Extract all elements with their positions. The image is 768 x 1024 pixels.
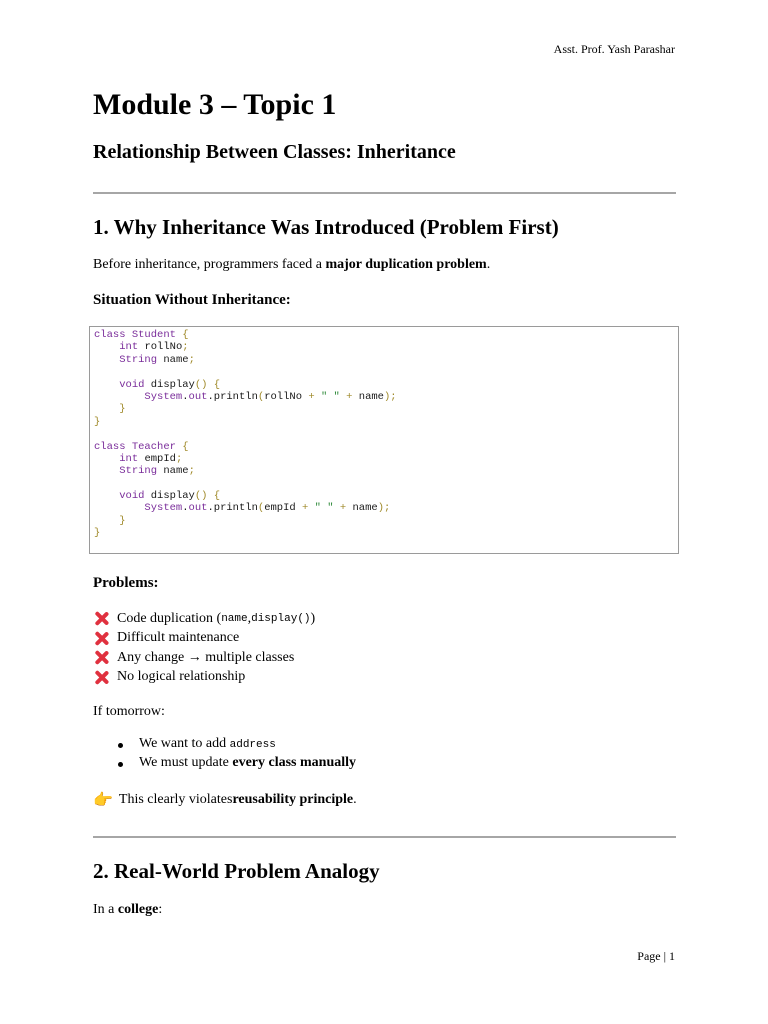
code-line: } (119, 403, 126, 416)
code-keyword: class (94, 329, 126, 341)
code-block (89, 326, 679, 554)
code-arg: name (358, 390, 384, 403)
divider (93, 192, 676, 194)
code-call: println (213, 502, 258, 515)
code-string: " " (314, 502, 334, 515)
pointing-hand-icon: 👉 (93, 792, 113, 809)
inline-code: name (221, 612, 248, 625)
code-line: int rollNo; (119, 341, 189, 354)
list-item (93, 648, 315, 668)
code-call: println (213, 390, 258, 403)
section2-prefix: In a (93, 902, 118, 917)
tomorrow-text: If tomorrow: (93, 704, 165, 719)
list-item (118, 755, 356, 774)
page-title: Module 3 – Topic 1 (93, 88, 337, 121)
code-object: out (188, 390, 208, 403)
conclusion-suffix: . (353, 792, 357, 807)
code-method: display (150, 378, 195, 391)
code-line (94, 428, 678, 440)
section2-suffix: : (158, 902, 163, 917)
code-line: String name; (119, 465, 195, 478)
code-keyword: void (119, 378, 145, 391)
code-line: System.out.println(rollNo + " " + name); (144, 390, 397, 403)
page-number: Page | 1 (637, 949, 675, 963)
code-line: int empId; (119, 452, 183, 465)
header-author: Asst. Prof. Yash Parashar (553, 42, 675, 56)
list-item (118, 736, 356, 755)
cross-mark-icon (93, 630, 110, 647)
list-item (93, 609, 315, 629)
intro-text: Before inheritance, programmers faced a (93, 257, 326, 272)
problem-text: Difficult maintenance (117, 630, 240, 646)
cross-mark-icon (93, 669, 110, 686)
bullet-icon (118, 743, 123, 748)
problems-list (93, 609, 315, 687)
bullet-list (118, 736, 356, 773)
code-field: rollNo (144, 341, 183, 354)
section2-bold: college (117, 902, 159, 917)
code-object: System (144, 502, 183, 515)
code-field: name (163, 465, 189, 478)
cross-mark-icon (93, 649, 110, 666)
code-line: } (119, 514, 126, 527)
section1-intro (93, 256, 490, 274)
code-arg: rollNo (264, 390, 302, 403)
code-line: } (94, 415, 101, 428)
code-field: empId (144, 452, 176, 465)
situation-heading: Situation Without Inheritance: (93, 292, 291, 308)
problem-text: Code duplication ( (117, 610, 222, 626)
bullet-bold: every class manually (232, 754, 357, 770)
code-arg: name (352, 502, 378, 515)
code-keyword: void (119, 490, 145, 503)
code-method: display (150, 490, 195, 503)
code-line: class Teacher { (94, 440, 189, 453)
code-class-name: Student (131, 329, 176, 341)
bullet-text: We want to add (139, 736, 230, 751)
problem-text: ) (310, 610, 316, 626)
code-type: int (119, 341, 139, 354)
code-object: out (188, 502, 208, 515)
code-class-name: Teacher (131, 440, 176, 453)
code-field: name (163, 353, 189, 366)
code-line: System.out.println(empId + " " + name); (144, 502, 391, 515)
problem-text: Any change → multiple classes (117, 649, 295, 665)
section2-heading: 2. Real-World Problem Analogy (93, 859, 380, 883)
code-line: String name; (119, 353, 195, 366)
code-string: " " (320, 390, 340, 403)
section1-heading: 1. Why Inheritance Was Introduced (Problem First) (93, 215, 559, 239)
cross-mark-icon (93, 610, 110, 627)
bullet-text: We must update (139, 754, 233, 770)
problem-text: , (247, 610, 252, 626)
inline-code: display() (251, 612, 311, 625)
intro-bold: major duplication problem (325, 257, 487, 272)
list-item (93, 668, 315, 688)
code-object: System (144, 390, 183, 403)
conclusion-text: This clearly violates (118, 792, 233, 807)
bullet-icon (118, 762, 123, 767)
divider (93, 836, 676, 838)
inline-code: address (229, 739, 276, 751)
page-subtitle: Relationship Between Classes: Inheritance (93, 141, 456, 163)
problem-text: No logical relationship (117, 669, 246, 685)
code-line: void display() { (119, 490, 221, 503)
conclusion (93, 790, 357, 810)
section2-text (93, 901, 162, 919)
code-line (94, 366, 678, 378)
list-item (93, 629, 315, 649)
intro-suffix: . (486, 257, 491, 272)
code-type: String (119, 353, 158, 366)
code-arg: empId (264, 502, 296, 515)
code-keyword: class (94, 440, 126, 453)
code-line: } (94, 527, 101, 540)
code-type: String (119, 465, 158, 478)
code-type: int (119, 452, 139, 465)
code-line: class Student { (94, 329, 189, 341)
conclusion-bold: reusability principle (232, 792, 354, 807)
problems-heading: Problems: (93, 575, 159, 591)
code-line: void display() { (119, 378, 221, 391)
code-line (94, 478, 678, 490)
